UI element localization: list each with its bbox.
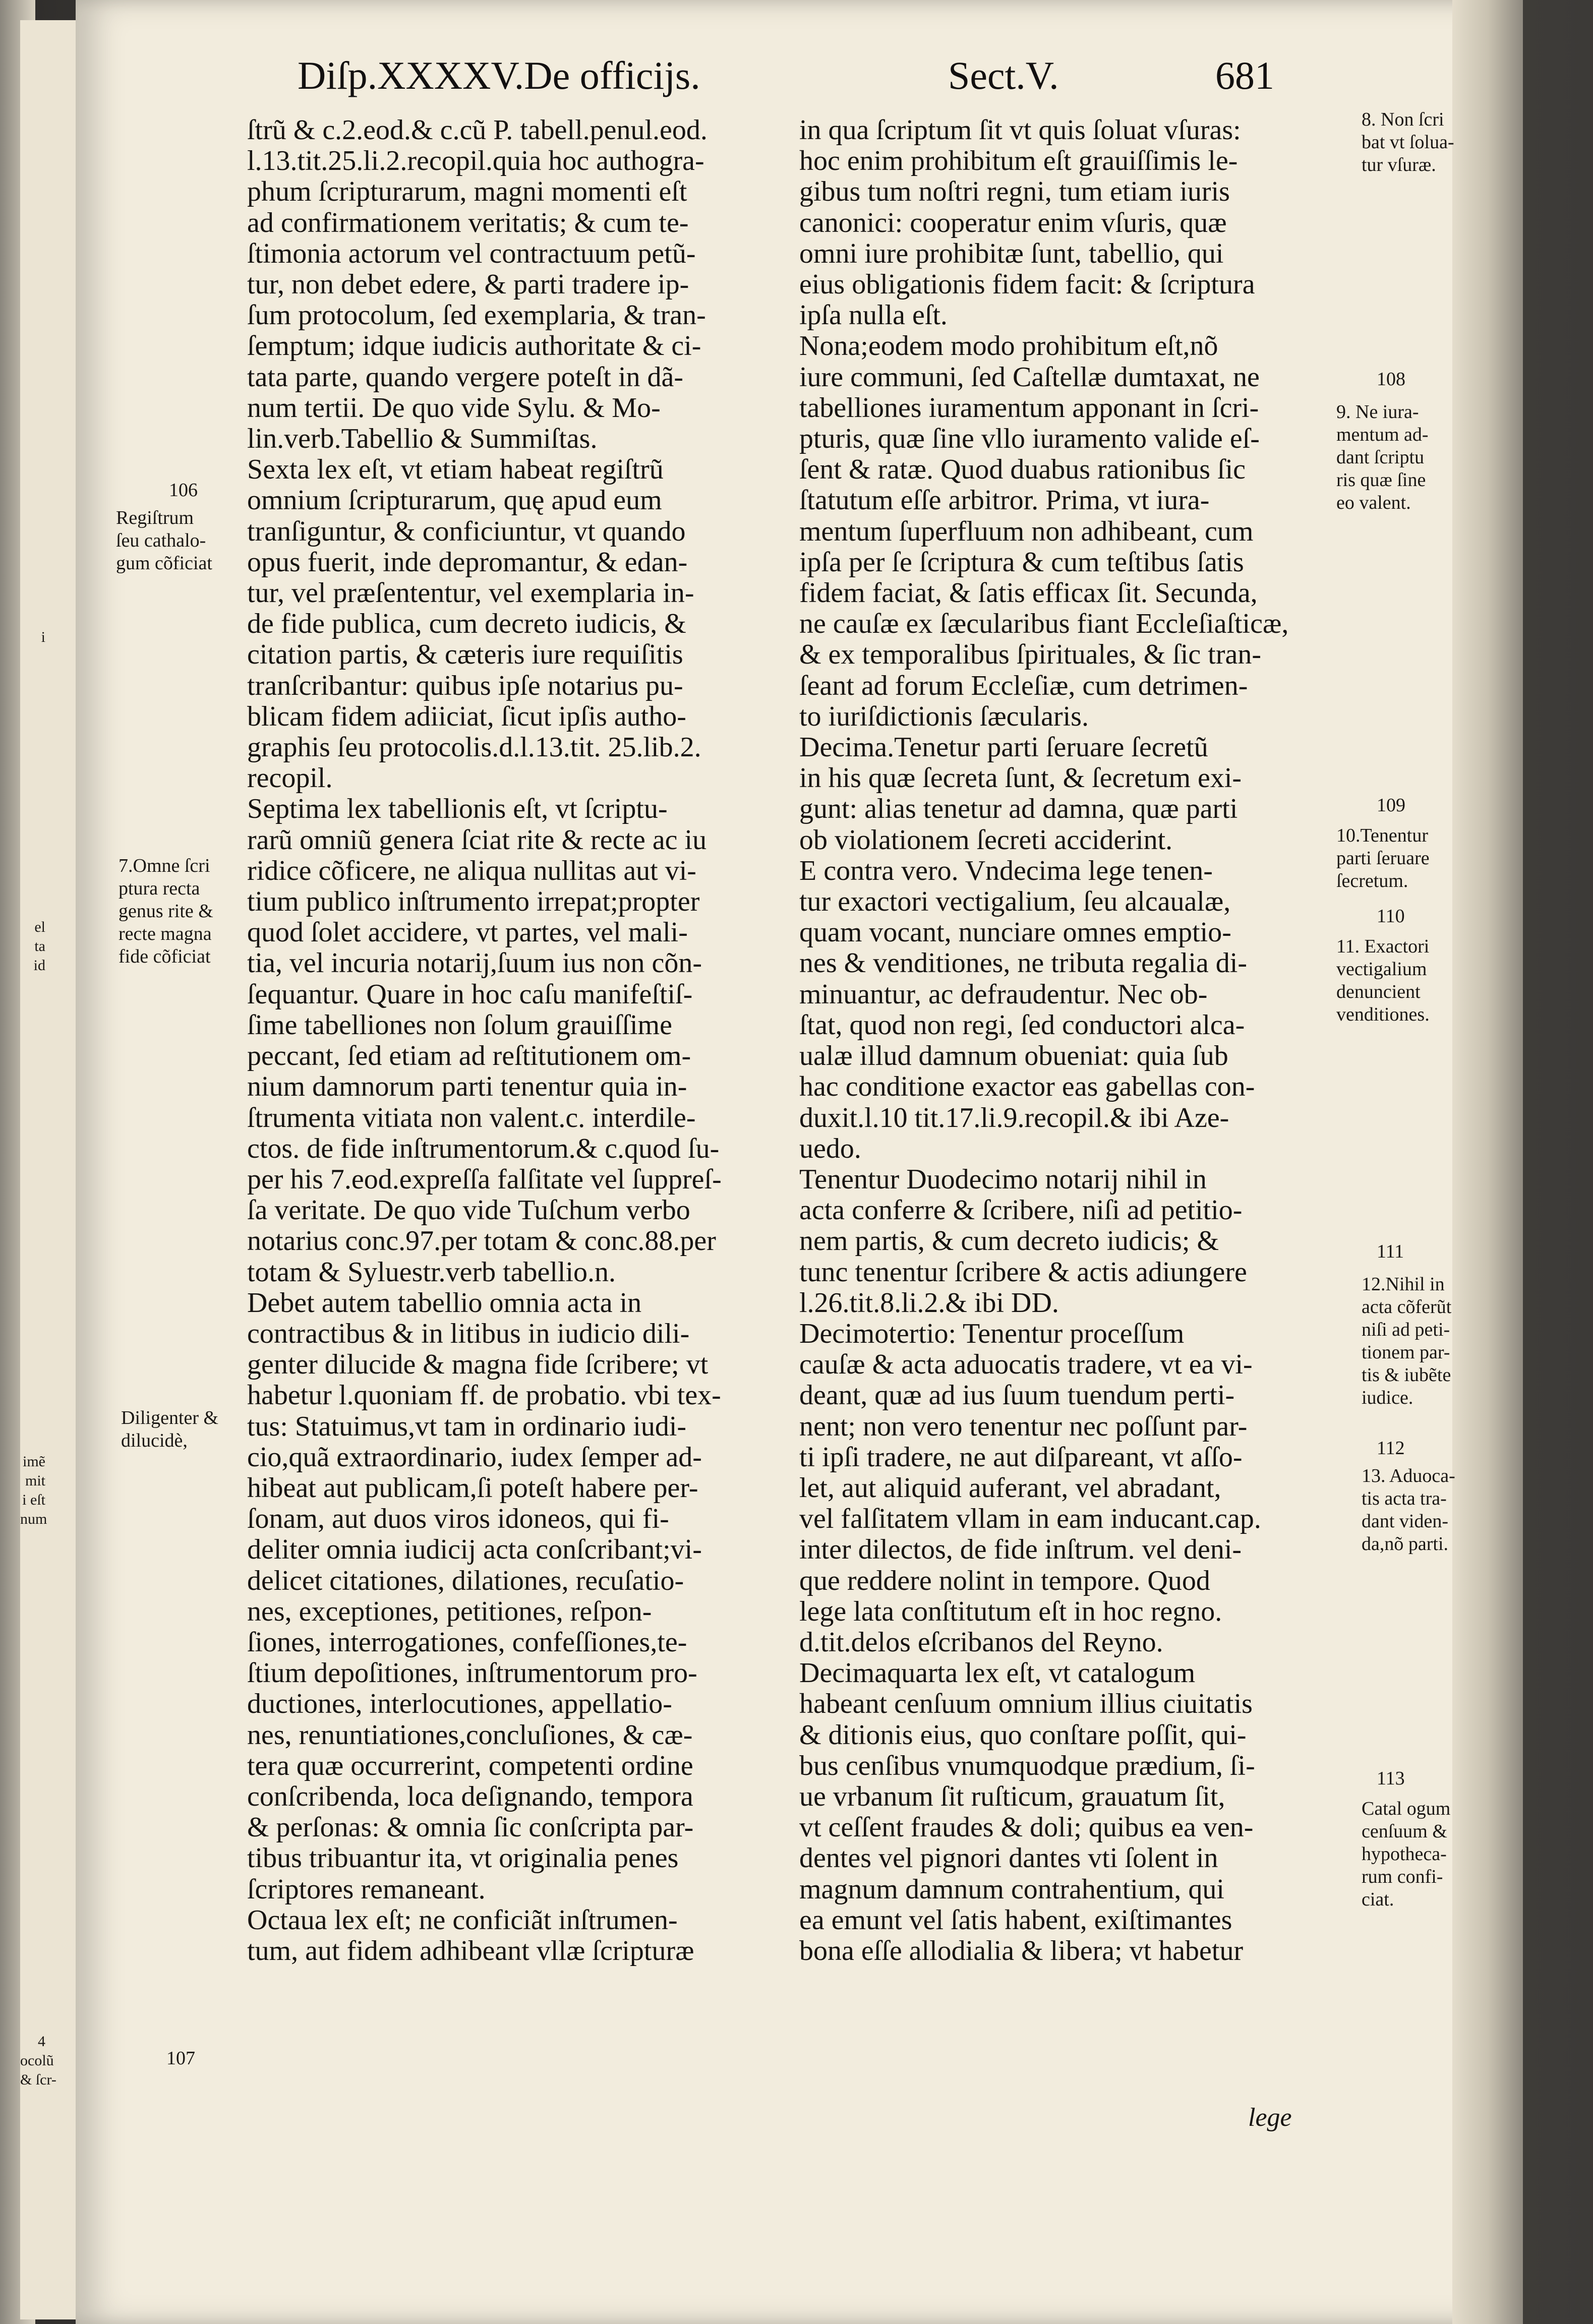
text-line: phum ſcripturarum, magni momenti eſt <box>247 176 687 208</box>
paragraph-number: 112 <box>1377 1438 1405 1459</box>
text-line: Sexta lex eſt, vt etiam habeat regiſtrũ <box>247 454 664 486</box>
text-line: genter dilucide & magna fide ſcribere; vt <box>247 1349 709 1381</box>
text-line: hac conditione exactor eas gabellas con- <box>799 1071 1255 1103</box>
running-head-title: Diſp.XXXXV.De officijs. <box>298 53 700 97</box>
text-line: inter dilectos, de fide inſtrum. vel deni- <box>799 1534 1242 1566</box>
text-line: tabelliones iuramentum apponant in ſcri- <box>799 392 1259 424</box>
text-line: iure communi, ſed Caſtellæ dumtaxat, ne <box>799 361 1260 393</box>
text-line: & ditionis eius, quo conſtare poſſit, qui- <box>799 1719 1247 1751</box>
text-line: blicam fidem adiiciat, ſicut ipſis autho- <box>247 700 686 732</box>
text-line: ſum protocolum, ſed exemplaria, & tran- <box>247 300 706 331</box>
text-line: opus fuerit, inde depromantur, & edan- <box>247 546 688 578</box>
text-line: lege lata conſtitutum eſt in hoc regno. <box>799 1595 1222 1627</box>
text-line: & ex temporalibus ſpirituales, & ſic tran- <box>799 639 1261 671</box>
margin-gloss: Diligenter & dilucidè, <box>121 1407 219 1451</box>
text-line: ductiones, interlocutiones, appellatio- <box>247 1688 672 1720</box>
text-line: E contra vero. Vndecima lege tenen- <box>799 855 1213 886</box>
text-line: tum, aut fidem adhibeant vllæ ſcripturæ <box>247 1935 694 1967</box>
text-line: ipſa per ſe ſcriptura & cum teſtibus ſatis <box>799 546 1244 578</box>
text-line: nium damnorum parti tenentur quia in- <box>247 1071 687 1103</box>
text-line: nes & venditiones, ne tributa regalia di- <box>799 947 1247 979</box>
text-line: ualæ illud damnum obueniat: quia ſub <box>799 1040 1228 1072</box>
text-line: Debet autem tabellio omnia acta in <box>247 1287 642 1319</box>
text-line: habeant cenſuum omnium illius ciuitatis <box>799 1688 1253 1720</box>
left-text-column <box>247 115 782 1967</box>
previous-page-fragment: 4 ocolũ & ſcr- <box>20 2033 56 2088</box>
margin-gloss: Regiſtrum ſeu cathalo- gum cõficiat <box>116 507 212 574</box>
text-line: habetur l.quoniam ff. de probatio. vbi tex- <box>247 1380 721 1411</box>
margin-gloss: 9. Ne iura- mentum ad- dant ſcriptu ris quæ ſine eo valent. <box>1336 401 1429 513</box>
text-line: num tertii. De quo vide Sylu. & Mo- <box>247 392 661 424</box>
margin-gloss: 10.Tenentur parti ſeruare ſecretum. <box>1336 825 1430 891</box>
text-line: ipſa nulla eſt. <box>799 300 948 331</box>
text-line: ſtium depoſitiones, inſtrumentorum pro- <box>247 1657 697 1689</box>
paragraph-number: 111 <box>1377 1241 1404 1262</box>
text-line: tur, vel præſententur, vel exemplaria in- <box>247 577 694 609</box>
text-line: delicet citationes, dilationes, recuſatio- <box>247 1565 684 1596</box>
text-line: Tenentur Duodecimo notarij nihil in <box>799 1163 1207 1195</box>
text-line: omnium ſcripturarum, quę apud eum <box>247 485 662 516</box>
previous-page-fragment: imẽ mit i eſt num <box>20 1453 47 1527</box>
paragraph-number: 109 <box>1377 795 1405 816</box>
previous-page-fragment: i <box>41 629 45 645</box>
text-line: ti ipſi tradere, ne aut diſpareant, vt aſſo- <box>799 1441 1243 1473</box>
text-line: ſtrũ & c.2.eod.& c.cũ P. tabell.penul.eod. <box>247 114 707 146</box>
text-line: tunc tenentur ſcribere & actis adiungere <box>799 1256 1247 1288</box>
text-line: hibeat aut publicam,ſi poteſt habere per- <box>247 1472 698 1504</box>
text-line: ridice cõficere, ne aliqua nullitas aut vi- <box>247 855 696 886</box>
text-line: ſtat, quod non regi, ſed conductori alca- <box>799 1009 1245 1041</box>
text-line: recopil. <box>247 762 333 794</box>
text-line: rarũ omniũ genera ſciat rite & recte ac iu <box>247 824 707 856</box>
text-line: ea emunt vel ſatis habent, exiſtimantes <box>799 1904 1232 1936</box>
text-line: bona eſſe allodialia & libera; vt habetur <box>799 1935 1244 1967</box>
text-line: pturis, quæ ſine vllo iuramento valide eſ- <box>799 423 1260 455</box>
margin-gloss: 11. Exactori vectigalium denuncient venditiones. <box>1336 936 1430 1025</box>
paragraph-number: 113 <box>1377 1768 1405 1789</box>
text-line: cio,quã extraordinario, iudex ſemper ad- <box>247 1441 702 1473</box>
text-line: in qua ſcriptum ſit vt quis ſoluat vſuras: <box>799 114 1241 146</box>
text-line: que reddere nolint in tempore. Quod <box>799 1565 1210 1596</box>
margin-gloss: 8. Non ſcri bat vt ſolua- tur vſuræ. <box>1362 109 1454 175</box>
text-line: ſeant ad forum Eccleſiæ, cum detrimen- <box>799 670 1248 701</box>
margin-gloss: 7.Omne ſcri ptura recta genus rite & recte magna fide cõficiat <box>119 855 213 967</box>
text-line: let, aut aliquid auferant, vel abradant, <box>799 1472 1221 1504</box>
text-line: omni iure prohibitæ ſunt, tabellio, qui <box>799 237 1224 269</box>
margin-gloss: Catal ogum cenſuum & hypotheca- rum confi- ciat. <box>1362 1798 1451 1910</box>
text-line: gunt: alias tenetur ad damna, quæ parti <box>799 793 1238 825</box>
text-line: cauſæ & acta aduocatis tradere, vt ea vi- <box>799 1349 1253 1381</box>
text-line: tranſcribantur: quibus ipſe notarius pu- <box>247 670 683 701</box>
text-line: ad confirmationem veritatis; & cum te- <box>247 207 689 239</box>
text-line: ue vrbanum ſit ruſticum, grauatum ſit, <box>799 1780 1225 1812</box>
text-line: ſonam, aut duos viros idoneos, qui fi- <box>247 1503 669 1535</box>
text-line: quam vocant, nunciare omnes emptio- <box>799 917 1231 948</box>
text-line: nent; non vero tenentur nec poſſunt par- <box>799 1410 1248 1442</box>
previous-page-fragment: el ta id <box>33 919 45 974</box>
text-line: nes, exceptiones, petitiones, reſpon- <box>247 1595 652 1627</box>
text-line: d.tit.delos eſcribanos del Reyno. <box>799 1626 1163 1658</box>
text-line: uedo. <box>799 1133 861 1164</box>
text-line: ſa veritate. De quo vide Tuſchum verbo <box>247 1195 690 1226</box>
text-line: ſime tabelliones non ſolum grauiſſime <box>247 1009 672 1041</box>
text-line: in his quæ ſecreta ſunt, & ſecretum exi- <box>799 762 1242 794</box>
text-line: minuantur, ac defraudentur. Nec ob- <box>799 978 1208 1010</box>
text-line: & perſonas: & omnia ſic conſcripta par- <box>247 1812 694 1843</box>
paragraph-number: 106 <box>169 480 198 501</box>
text-line: l.13.tit.25.li.2.recopil.quia hoc authogra- <box>247 145 704 177</box>
text-line: citation partis, & cæteris iure requiſitis <box>247 639 683 671</box>
text-line: ſent & ratæ. Quod duabus rationibus ſic <box>799 454 1246 486</box>
text-line: hoc enim prohibitum eſt grauiſſimis le- <box>799 145 1238 177</box>
text-line: eius obligationis fidem facit: & ſcriptura <box>799 269 1255 301</box>
text-line: Septima lex tabellionis eſt, vt ſcriptu- <box>247 793 668 825</box>
text-line: tibus tribuantur ita, vt originalia penes <box>247 1842 679 1874</box>
text-line: ne cauſæ ex ſæcularibus fiant Eccleſiaſticæ, <box>799 608 1289 640</box>
text-line: dentes vel pignori dantes vti ſolent in <box>799 1842 1218 1874</box>
text-line: tranſiguntur, & conficiuntur, vt quando <box>247 515 686 547</box>
text-line: fidem faciat, & ſatis efficax ſit. Secunda, <box>799 577 1258 609</box>
paragraph-number: 110 <box>1377 906 1405 927</box>
text-line: notarius conc.97.per totam & conc.88.per <box>247 1225 716 1257</box>
text-line: tus: Statuimus,vt tam in ordinario iudi- <box>247 1410 687 1442</box>
text-line: ſtrumenta vitiata non valent.c. interdile- <box>247 1102 696 1134</box>
right-text-column <box>799 115 1344 1967</box>
text-line: mentum ſuperfluum non adhibeant, cum <box>799 515 1254 547</box>
text-line: de fide publica, cum decreto iudicis, & <box>247 608 686 640</box>
text-line: l.26.tit.8.li.2.& ibi DD. <box>799 1287 1059 1319</box>
text-line: tia, vel incuria notarij,ſuum ius non cõn- <box>247 947 702 979</box>
text-line: contractibus & in litibus in iudicio dili- <box>247 1318 690 1349</box>
text-line: Decima.Tenetur parti ſeruare ſecretũ <box>799 732 1208 763</box>
text-line: ſiones, interrogationes, confeſſiones,te- <box>247 1626 687 1658</box>
text-line: per his 7.eod.expreſſa falſitate vel ſuppreſ- <box>247 1163 722 1195</box>
text-line: ſequantur. Quare in hoc caſu manifeſtiſ- <box>247 978 693 1010</box>
text-line: ſemptum; idque iudicis authoritate & ci- <box>247 330 701 362</box>
text-line: Decimaquarta lex eſt, vt catalogum <box>799 1657 1196 1689</box>
text-line: Nona;eodem modo prohibitum eſt,nõ <box>799 330 1218 362</box>
text-line: to iuriſdictionis ſæcularis. <box>799 700 1089 732</box>
text-line: vt ceſſent fraudes & doli; quibus ea ven- <box>799 1812 1254 1843</box>
text-line: ſcriptores remaneant. <box>247 1873 486 1905</box>
page-fore-edge <box>1452 0 1523 2324</box>
page-number: 681 <box>1215 53 1274 97</box>
text-line: lin.verb.Tabellio & Summiſtas. <box>247 423 598 455</box>
text-line: magnum damnum contrahentium, qui <box>799 1873 1224 1905</box>
text-line: tata parte, quando vergere poteſt in dã- <box>247 361 684 393</box>
text-line: quod ſolet accidere, vt partes, vel mali- <box>247 917 688 948</box>
text-line: tium publico inſtrumento irrepat;propter <box>247 886 700 918</box>
text-line: tur exactori vectigalium, ſeu alcaualæ, <box>799 886 1231 918</box>
text-line: Decimotertio: Tenentur proceſſum <box>799 1318 1185 1349</box>
text-line: duxit.l.10 tit.17.li.9.recopil.& ibi Aze- <box>799 1102 1229 1134</box>
catchword: lege <box>1248 2103 1292 2132</box>
paragraph-number: 107 <box>166 2048 195 2069</box>
text-line: graphis ſeu protocolis.d.l.13.tit. 25.lib.2. <box>247 732 701 763</box>
text-line: totam & Syluestr.verb tabellio.n. <box>247 1256 616 1288</box>
text-line: canonici: cooperatur enim vſuris, quæ <box>799 207 1227 239</box>
text-line: acta conferre & ſcribere, niſi ad petitio- <box>799 1195 1243 1226</box>
text-line: tur, non debet edere, & parti tradere ip- <box>247 269 689 301</box>
text-line: tera quæ occurrerint, competenti ordine <box>247 1750 693 1781</box>
text-line: ſtatutum eſſe arbitror. Prima, vt iura- <box>799 485 1210 516</box>
text-line: nes, renuntiationes,concluſiones, & cæ- <box>247 1719 693 1751</box>
text-line: conſcribenda, loca deſignando, tempora <box>247 1780 693 1812</box>
text-line: ob violationem ſecreti acciderint. <box>799 824 1173 856</box>
paragraph-number: 108 <box>1377 369 1405 390</box>
text-line: nem partis, & cum decreto iudicis; & <box>799 1225 1219 1257</box>
text-line: ctos. de fide inſtrumentorum.& c.quod ſu- <box>247 1133 720 1164</box>
text-line: vel falſitatem vllam in eam inducant.cap. <box>799 1503 1261 1535</box>
text-line: deliter omnia iudicij acta conſcribant;vi- <box>247 1534 702 1566</box>
text-line: Octaua lex eſt; ne conficiãt inſtrumen- <box>247 1904 678 1936</box>
text-line: ſtimonia actorum vel contractuum petũ- <box>247 237 696 269</box>
text-line: peccant, ſed etiam ad reſtitutionem om- <box>247 1040 691 1072</box>
margin-gloss: 12.Nihil in acta cõferũt niſi ad peti- tionem par- tis & iubẽte iudice. <box>1362 1274 1452 1408</box>
text-line: bus cenſibus vnumquodque prædium, ſi- <box>799 1750 1255 1781</box>
margin-gloss: 13. Aduoca- tis acta tra- dant viden- da,nõ parti. <box>1362 1465 1455 1555</box>
text-line: gibus tum noſtri regni, tum etiam iuris <box>799 176 1230 208</box>
text-line: deant, quæ ad ius ſuum tuendum perti- <box>799 1380 1235 1411</box>
running-head-section: Sect.V. <box>948 53 1059 97</box>
